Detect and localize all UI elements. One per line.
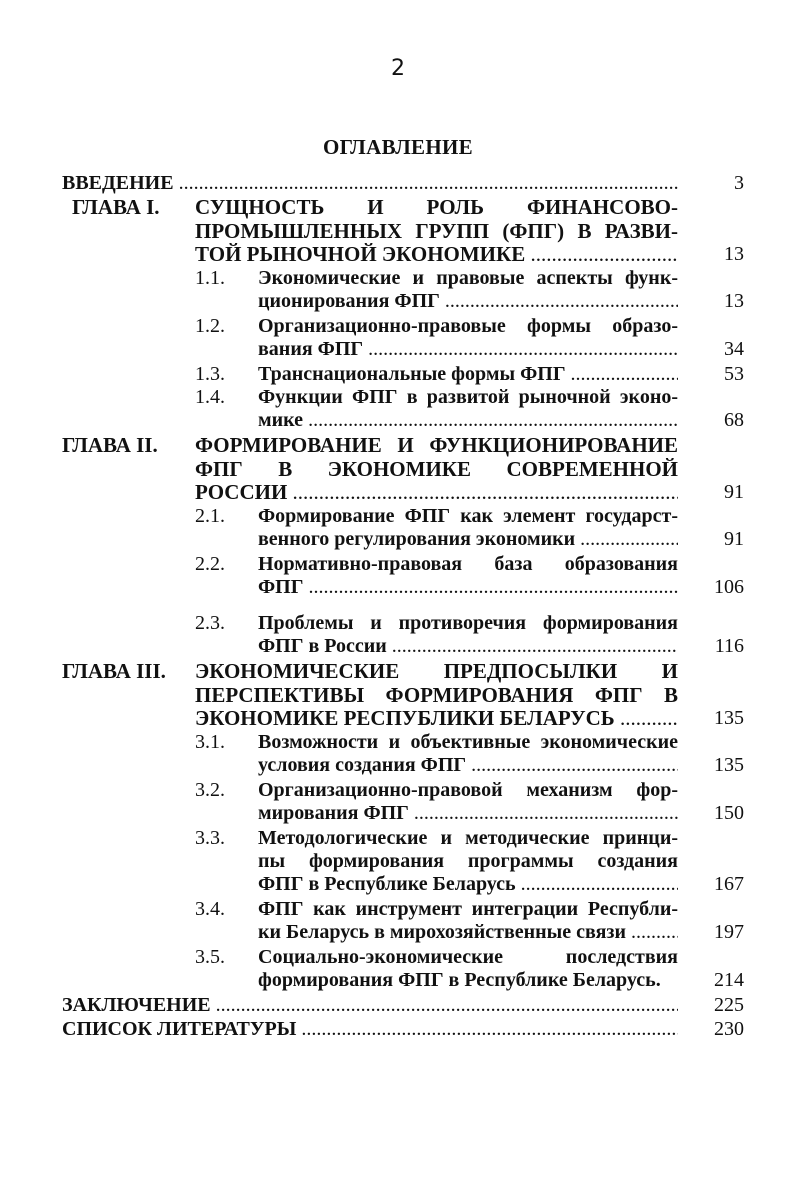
toc-title: ОГЛАВЛЕНИЕ	[323, 135, 473, 159]
entry-line: венного регулирования экономики .....	[258, 528, 678, 551]
section-number: 3.4.	[195, 898, 225, 920]
entry-text	[258, 898, 678, 944]
toc-entry-section-1-1	[0, 267, 796, 315]
entry-line: условия создания ФПГ .....	[258, 754, 678, 777]
entry-page: 135	[714, 707, 744, 729]
entry-text	[258, 827, 678, 896]
toc-entry-section-1-2	[0, 315, 796, 363]
entry-line: СУЩНОСТЬ И РОЛЬ ФИНАНСОВО-	[195, 196, 678, 219]
entry-page: 3	[734, 172, 744, 194]
entry-line: мике .....	[258, 409, 678, 432]
entry-text	[258, 946, 678, 992]
section-number: 3.5.	[195, 946, 225, 968]
entry-text	[258, 505, 678, 551]
entry-line: ТОЙ РЫНОЧНОЙ ЭКОНОМИКЕ .....	[195, 243, 678, 267]
toc-entry-section-2-1	[0, 505, 796, 553]
toc-entry-chapter-2	[0, 434, 796, 505]
section-number: 3.3.	[195, 827, 225, 849]
entry-line: Методологические и методические принци-	[258, 827, 678, 849]
section-number: 3.1.	[195, 731, 225, 753]
section-number: 2.2.	[195, 553, 225, 575]
entry-page: 13	[724, 243, 744, 265]
entry-line: ФОРМИРОВАНИЕ И ФУНКЦИОНИРОВАНИЕ	[195, 434, 678, 457]
table-of-contents	[0, 172, 796, 1042]
toc-entry-chapter-1	[0, 196, 796, 267]
toc-entry-section-3-3	[0, 827, 796, 898]
section-number: 1.4.	[195, 386, 225, 408]
entry-line: ЭКОНОМИЧЕСКИЕ ПРЕДПОСЫЛКИ И	[195, 660, 678, 683]
entry-line: ВВЕДЕНИЕ .....	[62, 172, 678, 195]
entry-text	[258, 386, 678, 432]
entry-line: Организационно-правовые формы образо-	[258, 315, 678, 337]
entry-text	[195, 660, 678, 731]
entry-page: 34	[724, 338, 744, 360]
entry-page: 68	[724, 409, 744, 431]
entry-text	[258, 779, 678, 825]
toc-entry-conclusion	[0, 994, 796, 1018]
entry-page: 106	[714, 576, 744, 598]
entry-line: ционирования ФПГ .....	[258, 290, 678, 313]
toc-entry-section-3-5	[0, 946, 796, 994]
entry-line: Организационно-правовой механизм фор-	[258, 779, 678, 801]
toc-entry-section-2-2	[0, 553, 796, 612]
entry-line: Транснациональные формы ФПГ .....	[258, 363, 678, 386]
toc-entry-section-1-3	[0, 363, 796, 386]
entry-line: Возможности и объективные экономические	[258, 731, 678, 753]
entry-text	[258, 315, 678, 361]
chapter-label: ГЛАВА I.	[72, 195, 160, 219]
entry-page: 91	[724, 481, 744, 503]
entry-text	[62, 994, 678, 1017]
toc-entry-section-3-2	[0, 779, 796, 827]
entry-line: Функции ФПГ в развитой рыночной эконо-	[258, 386, 678, 408]
entry-line: ПРОМЫШЛЕННЫХ ГРУПП (ФПГ) В РАЗВИ-	[195, 219, 678, 243]
entry-page: 225	[714, 994, 744, 1016]
section-number: 1.1.	[195, 267, 225, 289]
entry-line: ФПГ .....	[258, 576, 678, 599]
entry-page: 53	[724, 363, 744, 385]
entry-line: ЭКОНОМИКЕ РЕСПУБЛИКИ БЕЛАРУСЬ .....	[195, 707, 678, 731]
entry-line: Формирование ФПГ как элемент государст-	[258, 505, 678, 527]
entry-page: 214	[714, 969, 744, 991]
entry-text	[195, 196, 678, 267]
toc-entry-chapter-3	[0, 660, 796, 731]
chapter-label: ГЛАВА III.	[62, 659, 166, 683]
entry-line: ФПГ в России .....	[258, 635, 678, 658]
entry-line: ки Беларусь в мирохозяйственные связи .....	[258, 921, 678, 944]
entry-text	[258, 612, 678, 658]
entry-text	[258, 363, 678, 386]
toc-entry-section-1-4	[0, 386, 796, 434]
entry-page: 13	[724, 290, 744, 312]
entry-line: ФПГ в Республике Беларусь .....	[258, 873, 678, 896]
entry-line: СПИСОК ЛИТЕРАТУРЫ .....	[62, 1018, 678, 1041]
entry-line: мирования ФПГ .....	[258, 802, 678, 825]
chapter-label: ГЛАВА II.	[62, 433, 158, 457]
toc-entry-introduction	[0, 172, 796, 196]
entry-text	[258, 267, 678, 313]
entry-page: 167	[714, 873, 744, 895]
section-number: 2.1.	[195, 505, 225, 527]
entry-text	[62, 1018, 678, 1041]
entry-line: пы формирования программы создания	[258, 850, 678, 872]
entry-text	[62, 172, 678, 195]
entry-line: ЗАКЛЮЧЕНИЕ .....	[62, 994, 678, 1017]
entry-line: вания ФПГ .....	[258, 338, 678, 361]
entry-page: 116	[714, 635, 744, 657]
entry-page: 197	[714, 921, 744, 943]
entry-text	[258, 553, 678, 599]
entry-page: 91	[724, 528, 744, 550]
page-number: 2	[391, 56, 405, 81]
entry-line: Социально-экономические последствия	[258, 946, 678, 968]
toc-entry-references	[0, 1018, 796, 1042]
entry-line: ФПГ как инструмент интеграции Республи-	[258, 898, 678, 920]
section-number: 2.3.	[195, 612, 225, 634]
entry-text	[195, 434, 678, 505]
toc-entry-section-2-3	[0, 612, 796, 660]
entry-line: ПЕРСПЕКТИВЫ ФОРМИРОВАНИЯ ФПГ В	[195, 683, 678, 707]
toc-entry-section-3-4	[0, 898, 796, 946]
entry-page: 150	[714, 802, 744, 824]
section-number: 1.2.	[195, 315, 225, 337]
entry-line: формирования ФПГ в Республике Беларусь.	[258, 969, 661, 991]
entry-page: 135	[714, 754, 744, 776]
entry-text	[258, 731, 678, 777]
section-number: 1.3.	[195, 363, 225, 385]
entry-line: Проблемы и противоречия формирования	[258, 612, 678, 634]
section-number: 3.2.	[195, 779, 225, 801]
entry-line: РОССИИ .....	[195, 481, 678, 505]
entry-page: 230	[714, 1018, 744, 1040]
toc-entry-section-3-1	[0, 731, 796, 779]
entry-line: Экономические и правовые аспекты функ-	[258, 267, 678, 289]
entry-line: ФПГ В ЭКОНОМИКЕ СОВРЕМЕННОЙ	[195, 457, 678, 481]
entry-line: Нормативно-правовая база образования	[258, 553, 678, 575]
